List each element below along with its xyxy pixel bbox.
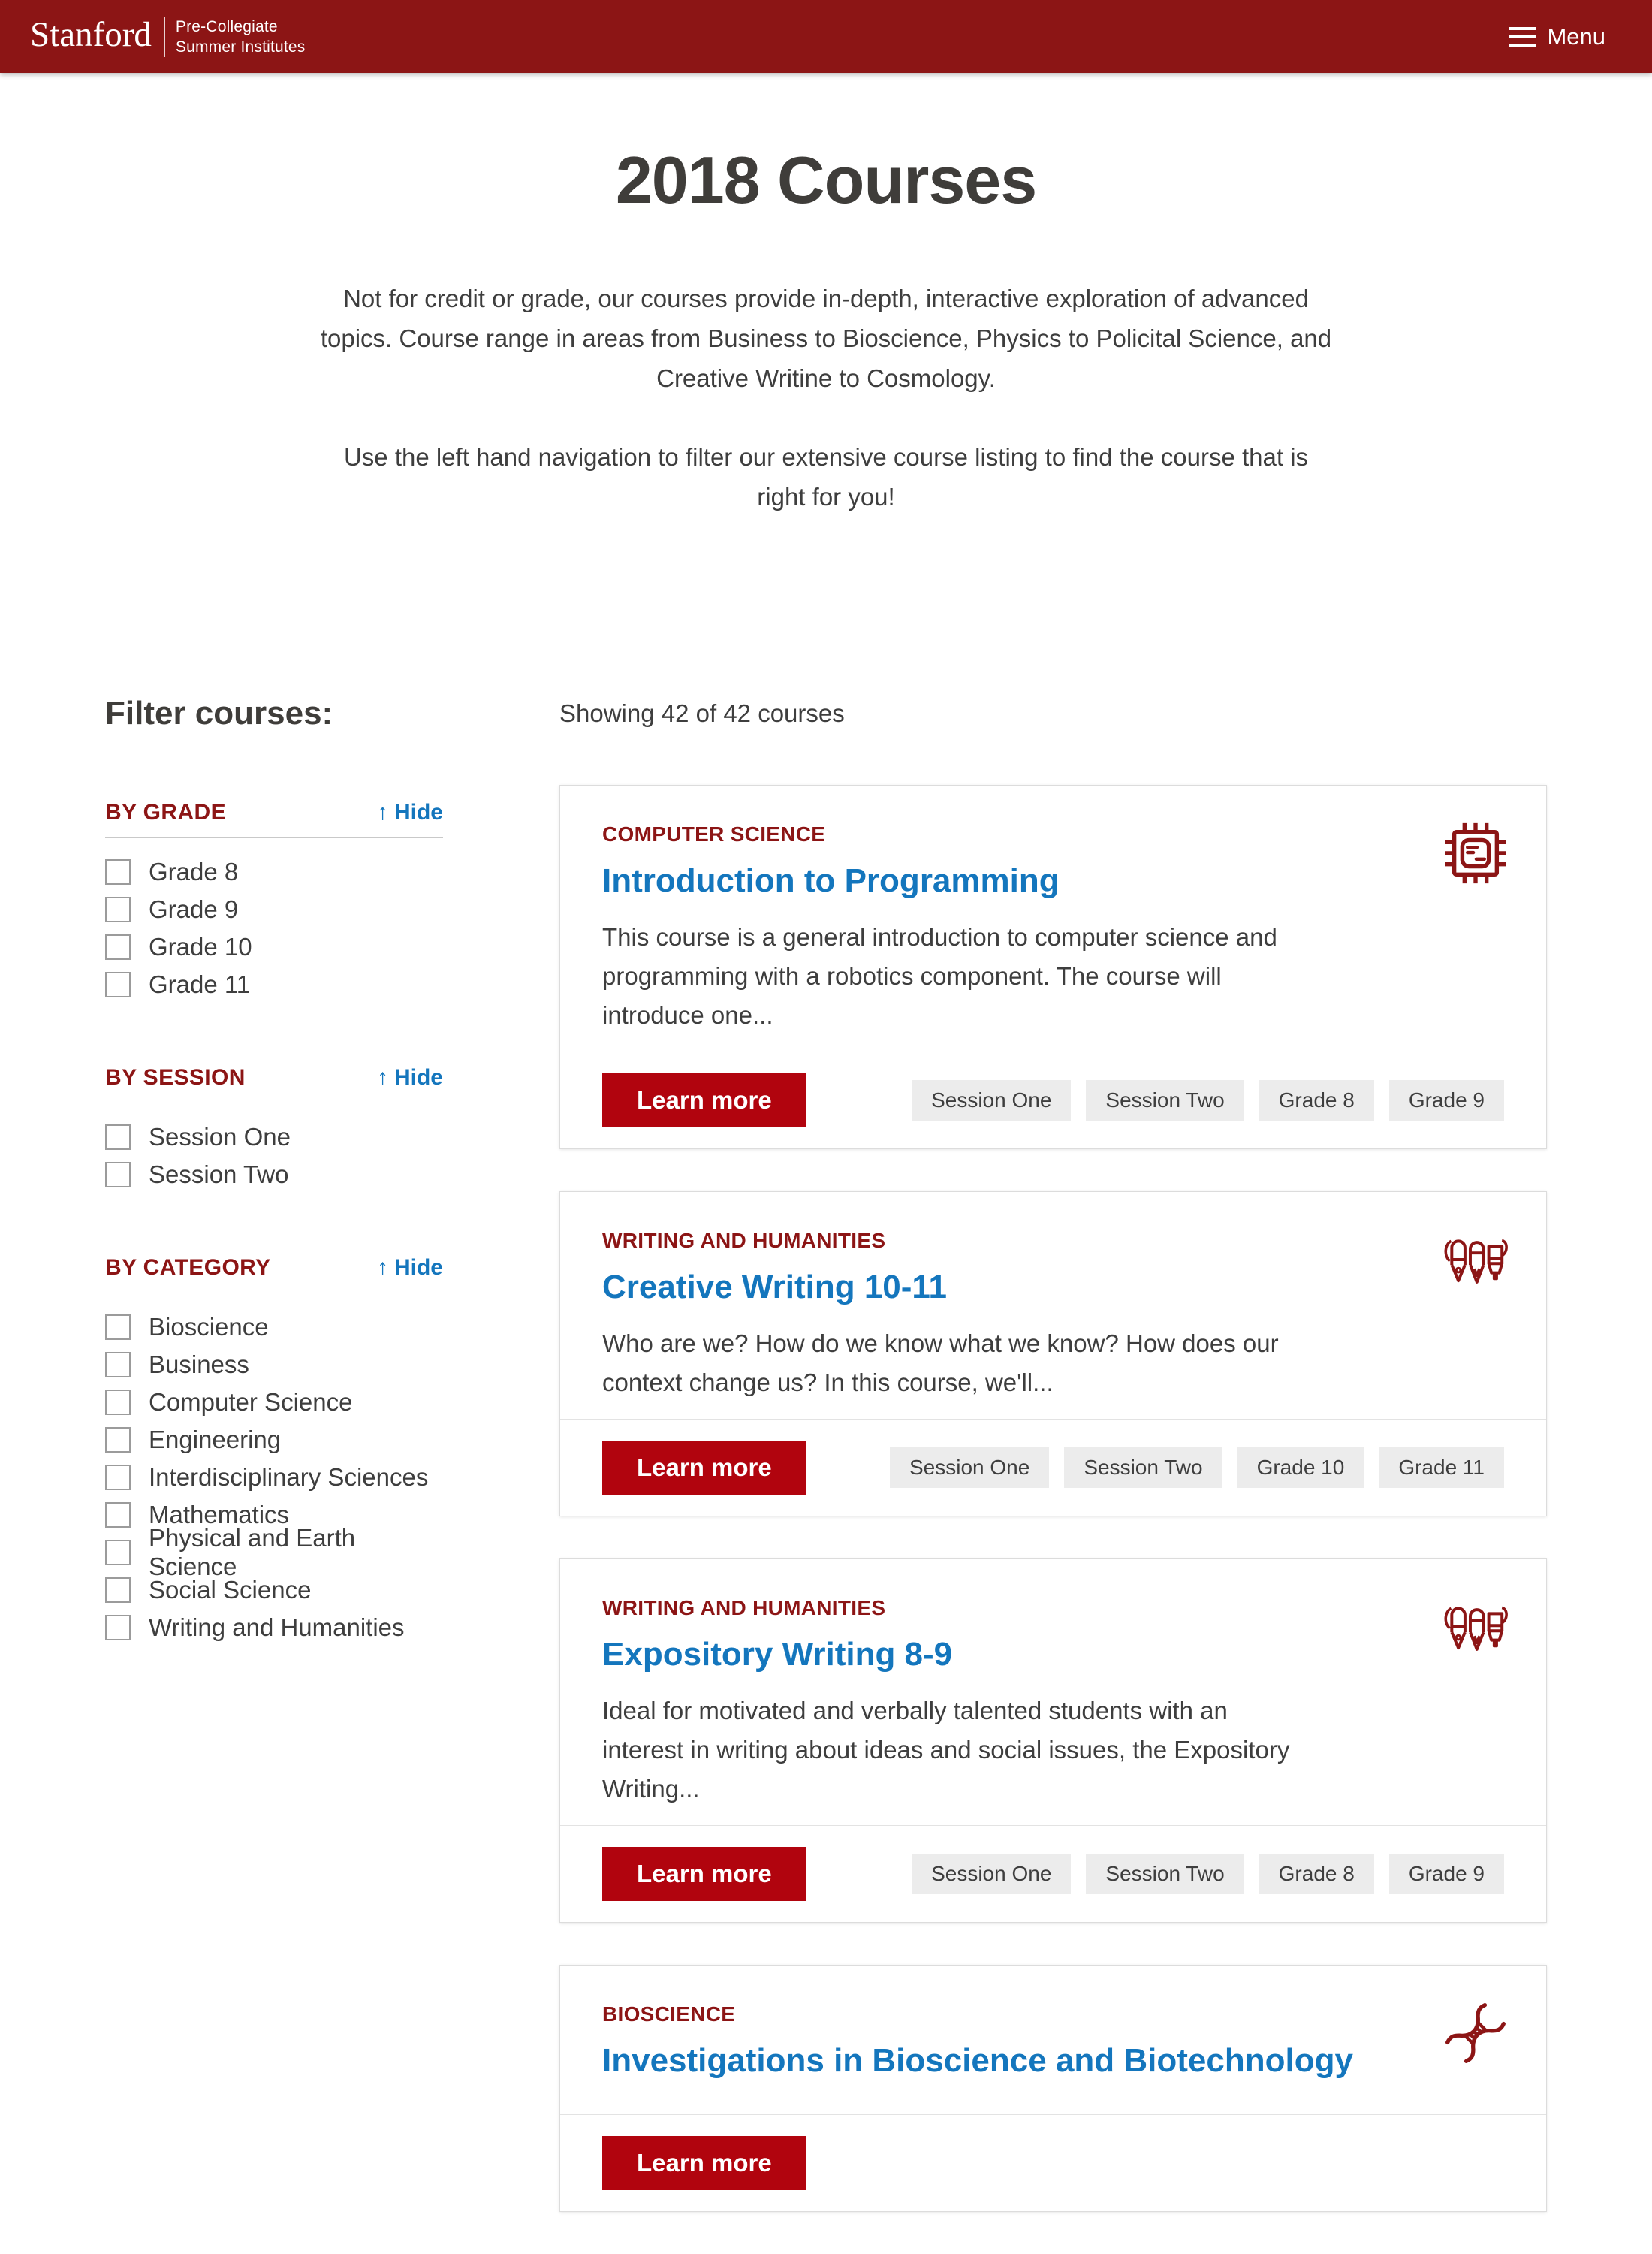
course-card bbox=[559, 785, 1547, 1149]
hero-section bbox=[0, 136, 1652, 517]
checkbox[interactable] bbox=[105, 934, 131, 960]
filter-option-label: Bioscience bbox=[149, 1313, 269, 1341]
filter-option-grade-8[interactable] bbox=[105, 858, 443, 886]
results-summary: Showing 42 of 42 courses bbox=[559, 699, 845, 727]
course-tag: Grade 8 bbox=[1259, 1854, 1374, 1894]
intro-paragraph-2: Use the left hand navigation to filter our extensive course listing to find the course that is right for you! bbox=[343, 443, 1309, 511]
learn-more-button[interactable]: Learn more bbox=[602, 1073, 806, 1127]
filter-option-engineering[interactable] bbox=[105, 1426, 443, 1454]
filter-option-label: Grade 10 bbox=[149, 933, 252, 961]
filter-section bbox=[105, 800, 443, 999]
filter-option-label: Session Two bbox=[149, 1160, 289, 1188]
filter-option-grade-9[interactable] bbox=[105, 895, 443, 924]
filter-option-bioscience[interactable] bbox=[105, 1313, 443, 1341]
course-tag: Session One bbox=[912, 1080, 1071, 1121]
course-tags bbox=[912, 1854, 1504, 1894]
hamburger-icon bbox=[1509, 27, 1536, 47]
course-title-link[interactable]: Investigations in Bioscience and Biotechnology bbox=[602, 2042, 1353, 2079]
checkbox[interactable] bbox=[105, 859, 131, 885]
filter-option-label: Engineering bbox=[149, 1426, 282, 1453]
filter-option-label: Grade 8 bbox=[149, 858, 239, 886]
filter-option-session-one[interactable] bbox=[105, 1123, 443, 1151]
page-title: 2018 Courses bbox=[615, 143, 1037, 217]
filter-option-grade-10[interactable] bbox=[105, 933, 443, 961]
checkbox[interactable] bbox=[105, 897, 131, 922]
checkbox[interactable] bbox=[105, 1427, 131, 1453]
dna-icon bbox=[1442, 2000, 1509, 2066]
course-results bbox=[559, 695, 1547, 2254]
filter-option-label: Business bbox=[149, 1350, 249, 1378]
hide-label: Hide bbox=[393, 800, 443, 825]
stanford-wordmark: Stanford bbox=[30, 15, 152, 54]
filter-options bbox=[105, 1313, 443, 1642]
hide-label: Hide bbox=[393, 1065, 443, 1090]
course-tag: Grade 9 bbox=[1389, 1080, 1504, 1121]
filter-section bbox=[105, 1065, 443, 1189]
course-title-link[interactable]: Creative Writing 10-11 bbox=[602, 1269, 947, 1305]
filter-heading: Filter courses: bbox=[105, 695, 333, 732]
filter-option-session-two[interactable] bbox=[105, 1160, 443, 1189]
course-category: WRITING AND HUMANITIES bbox=[602, 1229, 886, 1252]
filter-options bbox=[105, 1123, 443, 1189]
pens-icon bbox=[1442, 1594, 1509, 1660]
filter-section-title: BY CATEGORY bbox=[105, 1255, 271, 1280]
filter-option-label: Session One bbox=[149, 1123, 291, 1151]
pens-icon bbox=[1442, 1227, 1509, 1293]
filter-option-label: Physical and Earth Science bbox=[149, 1524, 356, 1580]
filter-option-label: Grade 11 bbox=[149, 970, 251, 998]
filter-sidebar bbox=[105, 695, 443, 1708]
arrow-up-icon: ↑ bbox=[376, 800, 388, 825]
checkbox[interactable] bbox=[105, 1124, 131, 1150]
course-category: COMPUTER SCIENCE bbox=[602, 822, 826, 846]
checkbox[interactable] bbox=[105, 972, 131, 997]
section-divider bbox=[105, 837, 443, 838]
filter-section bbox=[105, 1255, 443, 1642]
checkbox[interactable] bbox=[105, 1162, 131, 1187]
filter-option-label: Mathematics bbox=[149, 1501, 290, 1528]
menu-button[interactable] bbox=[1509, 23, 1605, 50]
checkbox[interactable] bbox=[105, 1577, 131, 1603]
course-list bbox=[559, 785, 1547, 2212]
course-tag: Session One bbox=[890, 1447, 1049, 1488]
filter-section-title: BY SESSION bbox=[105, 1065, 246, 1090]
course-card-footer bbox=[560, 1825, 1546, 1922]
course-tag: Session Two bbox=[1064, 1447, 1222, 1488]
course-tags bbox=[912, 1080, 1504, 1121]
filter-option-interdisciplinary-sciences[interactable] bbox=[105, 1463, 443, 1492]
course-tag: Grade 8 bbox=[1259, 1080, 1374, 1121]
filter-options bbox=[105, 858, 443, 999]
learn-more-button[interactable]: Learn more bbox=[602, 1441, 806, 1495]
arrow-up-icon: ↑ bbox=[376, 1255, 388, 1280]
course-tag: Session One bbox=[912, 1854, 1071, 1894]
course-card-footer bbox=[560, 2114, 1546, 2211]
course-description: Who are we? How do we know what we know? How does our context change us? In this course, we'll... bbox=[602, 1329, 1279, 1396]
logo-subtitle-line1: Pre-Collegiate bbox=[175, 17, 278, 35]
learn-more-button[interactable]: Learn more bbox=[602, 2136, 806, 2190]
filter-option-business[interactable] bbox=[105, 1350, 443, 1379]
course-description: This course is a general introduction to computer science and programming with a robotics component. The course will introduce one... bbox=[602, 923, 1277, 1029]
checkbox[interactable] bbox=[105, 1314, 131, 1340]
filter-section-title: BY GRADE bbox=[105, 800, 227, 825]
course-card bbox=[559, 1965, 1547, 2212]
logo-subtitle bbox=[176, 17, 306, 57]
course-tag: Grade 9 bbox=[1389, 1854, 1504, 1894]
filter-option-writing-and-humanities[interactable] bbox=[105, 1613, 443, 1642]
course-card-footer bbox=[560, 1052, 1546, 1148]
content-area bbox=[0, 695, 1652, 2254]
course-tag: Grade 10 bbox=[1237, 1447, 1364, 1488]
intro-paragraph-1: Not for credit or grade, our courses provide in-depth, interactive exploration of advanced topics. Course range in areas from Business to Bioscience, Physics to Policital Science, and Creative Writine to Cosmology. bbox=[320, 285, 1332, 392]
menu-label: Menu bbox=[1547, 23, 1605, 50]
hide-button[interactable] bbox=[377, 1065, 443, 1091]
checkbox[interactable] bbox=[105, 1540, 131, 1565]
filter-option-grade-11[interactable] bbox=[105, 970, 443, 999]
learn-more-button[interactable]: Learn more bbox=[602, 1847, 806, 1901]
filter-option-label: Writing and Humanities bbox=[149, 1613, 405, 1641]
hide-button[interactable] bbox=[377, 1255, 443, 1281]
hide-label: Hide bbox=[393, 1255, 443, 1280]
course-tags bbox=[890, 1447, 1504, 1488]
site-header bbox=[0, 0, 1652, 73]
filter-option-physical-and-earth-science[interactable] bbox=[105, 1524, 443, 1580]
filter-option-label: Interdisciplinary Sciences bbox=[149, 1463, 429, 1491]
filter-option-label: Social Science bbox=[149, 1576, 312, 1604]
course-description: Ideal for motivated and verbally talented students with an interest in writing about ideas and social issues, the Expository Writing... bbox=[602, 1697, 1290, 1803]
checkbox[interactable] bbox=[105, 1390, 131, 1415]
logo-subtitle-line2: Summer Institutes bbox=[175, 38, 306, 56]
checkbox[interactable] bbox=[105, 1465, 131, 1490]
chip-icon bbox=[1442, 820, 1509, 886]
filter-option-computer-science[interactable] bbox=[105, 1388, 443, 1417]
checkbox[interactable] bbox=[105, 1502, 131, 1528]
course-tag: Session Two bbox=[1086, 1854, 1244, 1894]
course-card bbox=[559, 1191, 1547, 1516]
logo-divider bbox=[164, 17, 165, 57]
filter-sections bbox=[105, 800, 443, 1642]
course-category: BIOSCIENCE bbox=[602, 2002, 736, 2026]
arrow-up-icon: ↑ bbox=[376, 1065, 388, 1090]
course-card bbox=[559, 1558, 1547, 1923]
course-title-link[interactable]: Introduction to Programming bbox=[602, 862, 1060, 899]
checkbox[interactable] bbox=[105, 1352, 131, 1377]
checkbox[interactable] bbox=[105, 1615, 131, 1640]
hide-button[interactable] bbox=[377, 800, 443, 825]
course-tag: Grade 11 bbox=[1379, 1447, 1504, 1488]
course-title-link[interactable]: Expository Writing 8-9 bbox=[602, 1636, 953, 1673]
course-card-footer bbox=[560, 1419, 1546, 1516]
stanford-logo[interactable] bbox=[30, 17, 306, 57]
course-tag: Session Two bbox=[1086, 1080, 1244, 1121]
filter-option-label: Grade 9 bbox=[149, 895, 239, 923]
filter-option-label: Computer Science bbox=[149, 1388, 353, 1416]
course-category: WRITING AND HUMANITIES bbox=[602, 1596, 886, 1619]
